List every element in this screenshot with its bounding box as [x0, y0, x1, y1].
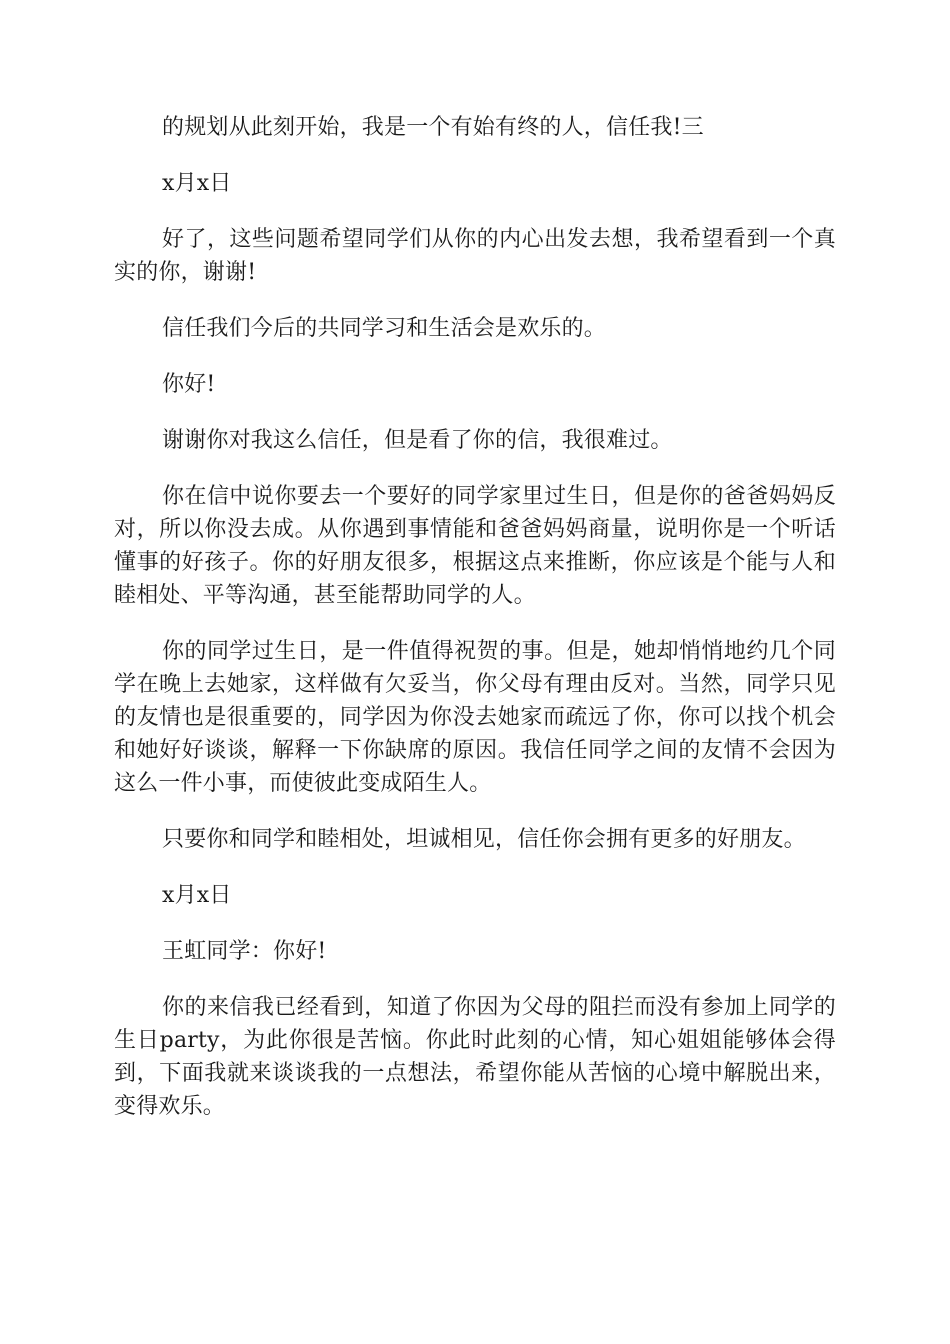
paragraph-7: 你在信中说你要去一个要好的同学家里过生日，但是你的爸爸妈妈反对，所以你没去成。从你遇到事情能和爸爸妈妈商量，说明你是一个听话懂事的好孩子。你的好朋友很多，根据这点来推断，你应该是个能与人和睦相处、平等沟通，甚至能帮助同学的人。: [114, 484, 836, 608]
date-line-2: x月x日: [162, 883, 232, 908]
paragraph-4: 信任我们今后的共同学习和生活会是欢乐的。: [162, 316, 607, 341]
paragraph-1: 的规划从此刻开始，我是一个有始有终的人，信任我!三: [162, 115, 704, 140]
document-body: [114, 111, 836, 1123]
date-line-1: x月x日: [162, 171, 232, 196]
greeting-1: 你好!: [162, 372, 216, 397]
paragraph-8: 你的同学过生日，是一件值得祝贺的事。但是，她却悄悄地约几个同学在晚上去她家，这样做有欠妥当，你父母有理由反对。当然，同学只见的友情也是很重要的，同学因为你没去她家而疏远了你，你可以找个机会和她好好谈谈，解释一下你缺席的原因。我信任同学之间的友情不会因为这么一件小事，而使彼此变成陌生人。: [114, 639, 836, 796]
paragraph-12: 你的来信我已经看到，知道了你因为父母的阻拦而没有参加上同学的生日party，为此你很是苦恼。你此时此刻的心情，知心姐姐能够体会得到，下面我就来谈谈我的一点想法，希望你能从苦恼的心境中解脱出来，变得欢乐。: [114, 995, 836, 1119]
paragraph-6: 谢谢你对我这么信任，但是看了你的信，我很难过。: [162, 428, 673, 453]
paragraph-3: 好了，这些问题希望同学们从你的内心出发去想，我希望看到一个真实的你，谢谢!: [114, 227, 836, 285]
greeting-2: 王虹同学：你好!: [162, 939, 327, 964]
paragraph-9: 只要你和同学和睦相处，坦诚相见，信任你会拥有更多的好朋友。: [162, 827, 806, 852]
